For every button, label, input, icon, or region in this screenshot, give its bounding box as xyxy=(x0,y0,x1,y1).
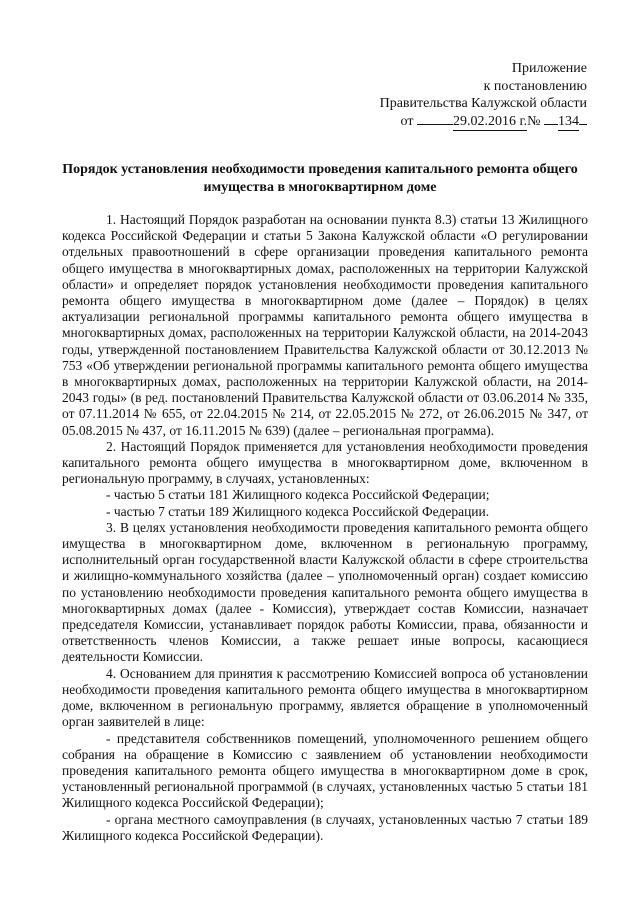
resolution-label: к постановлению xyxy=(483,78,587,94)
government-label: Правительства Калужской области xyxy=(379,96,587,111)
document-title: Порядок установления необходимости проведения капитального ремонта общего имущества в многоквартирном доме xyxy=(62,162,578,195)
from-label: от xyxy=(400,113,414,129)
number-underline-tail xyxy=(579,124,587,125)
paragraph-1: 1. Настоящий Порядок разработан на основании пункта 8.3) статьи 13 Жилищного кодекса Российской Федерации и статьи 5 Закона Калужской области «О регулировании отдельных правоотношений в сфере организации проведения капитального ремонта общего имущества в многоквартирных домах, расположенных на территории Калужской области» и определяет порядок установления необходимости проведения капитального ремонта общего имущества в многоквартирном доме (далее – Порядок) в целях актуализации региональной программы капитального ремонта общего имущества в многоквартирных домах, расположенных на территории Калужской области, на 2014-2043 годы, утвержденной постановлением Правительства Калужской области от 30.12.2013 № 753 «Об утверждении региональной программы капитального ремонта общего имущества в многоквартирных домах, расположенных на территории Калужской области, на 2014-2043 годы» (в ред. постановлений Правительства Калужской области от 03.06.2014 № 335, от 07.11.2014 № 655, от 22.04.2015 № 214, от 22.05.2015 № 272, от 26.06.2015 № 347, от 05.08.2015 № 437, от 16.11.2015 № 639) (далее – региональная программа). xyxy=(62,212,588,438)
date-number-line xyxy=(380,113,587,132)
appendix-label: Приложение xyxy=(511,61,587,76)
paragraph-2: 2. Настоящий Порядок применяется для установления необходимости проведения капитального ремонта общего имущества в многоквартирном доме, включенном в региональную программу, в случаях, установленных: xyxy=(62,438,588,487)
resolution-number: 134 xyxy=(558,113,579,132)
resolution-date: 29.02.2016 г. xyxy=(453,113,527,132)
paragraph-2-item-b: - частью 7 статьи 189 Жилищного кодекса Российской Федерации. xyxy=(106,503,490,519)
number-underline-lead xyxy=(544,124,558,125)
date-underline-lead xyxy=(417,124,453,125)
paragraph-4-item-a: - представителя собственников помещений, уполномоченного решением общего собрания на обращение в Комиссию с заявлением об установлении необходимости проведения капитального ремонта общего имущества в многоквартирном доме в срок, установленный региональной программой (в случаях, установленных частью 5 статьи 181 Жилищного кодекса Российской Федерации); xyxy=(62,730,588,811)
appendix-header xyxy=(380,60,587,131)
document-body xyxy=(62,212,588,844)
paragraph-2-item-a: - частью 5 статьи 181 Жилищного кодекса Российской Федерации; xyxy=(106,487,490,503)
paragraph-3: 3. В целях установления необходимости проведения капитального ремонта общего имущества в многоквартирном доме, включенном в региональную программу, исполнительный орган государственной власти Калужской области в сфере строительства и жилищно-коммунального хозяйства (далее – уполномоченный орган) создает комиссию по установлению необходимости проведения капитального ремонта общего имущества в многоквартирных домах (далее - Комиссия), утверждает состав Комиссии, назначает председателя Комиссии, устанавливает порядок работы Комиссии, права, обязанности и ответственность членов Комиссии, а также решает иные вопросы, касающиеся деятельности Комиссии. xyxy=(62,519,588,665)
number-label: № xyxy=(527,113,541,129)
paragraph-4-item-b: - органа местного самоуправления (в случаях, установленных частью 7 статьи 189 Жилищного кодекса Российской Федерации). xyxy=(62,811,588,843)
paragraph-4: 4. Основанием для принятия к рассмотрению Комиссией вопроса об установлении необходимости проведения капитального ремонта общего имущества в многоквартирном доме, включенном в региональную программу, является обращение в уполномоченный орган заявителей в лице: xyxy=(62,665,588,730)
